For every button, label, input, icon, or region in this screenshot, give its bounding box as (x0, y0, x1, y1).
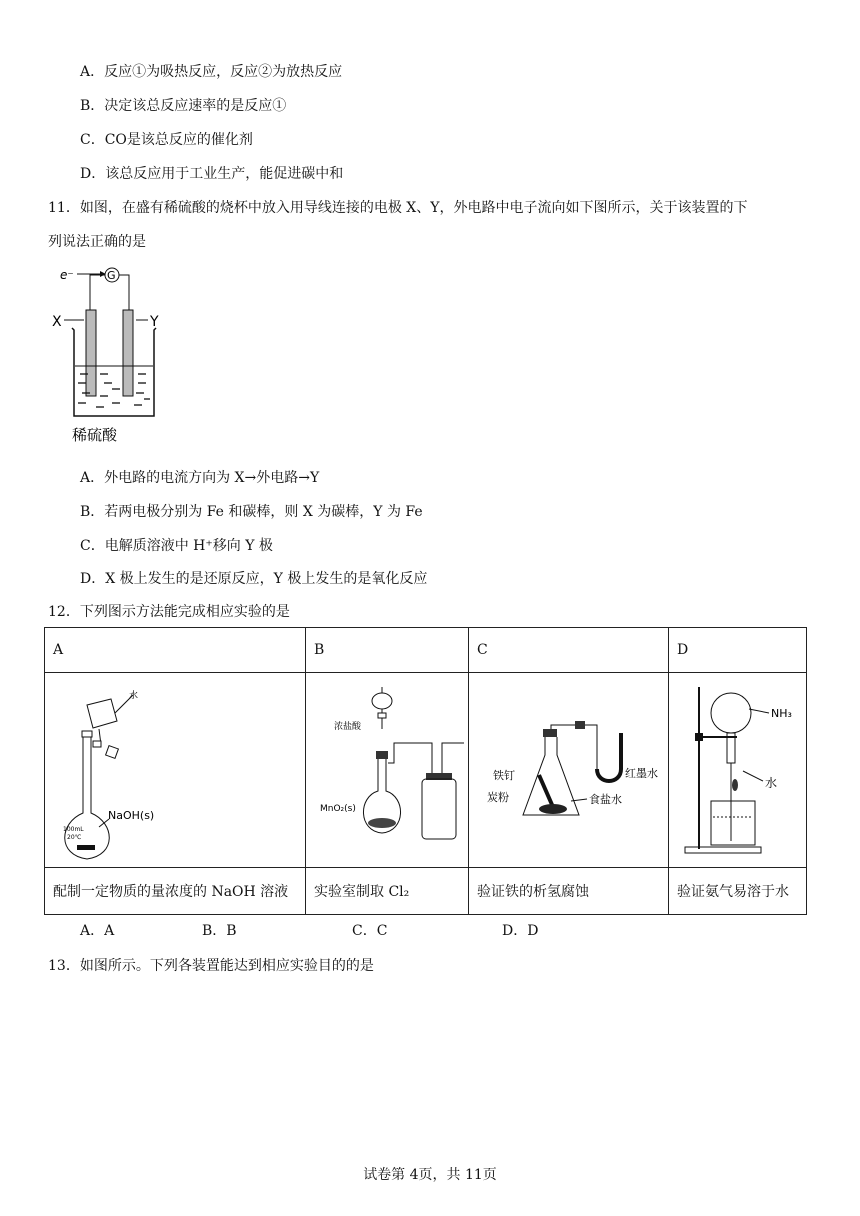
u-tube (597, 733, 621, 781)
ink-label: 红墨水 (625, 767, 658, 780)
q10-option-b: B．决定该总反应速率的是反应① (80, 98, 287, 114)
naoh-label: NaOH(s) (108, 809, 155, 822)
flask-temp: 20℃ (67, 834, 82, 841)
q12-answer-a: A．A (80, 923, 115, 939)
page-footer: 试卷第 4页，共 11页 (363, 1167, 497, 1183)
volumetric-flask-figure (53, 673, 314, 863)
q10-option-a: A．反应①为吸热反应，反应②为放热反应 (80, 64, 343, 80)
nh3-label: NH₃ (771, 707, 792, 720)
electron-label: e⁻ (60, 268, 74, 282)
q12-answer-d: D．D (502, 923, 539, 939)
header-b: B (306, 628, 469, 673)
gas-bottle (422, 779, 456, 839)
ammonia-fountain-figure (677, 673, 815, 863)
header-a: A (45, 628, 306, 673)
acid-label: 浓盐酸 (334, 722, 362, 732)
figure-b-cell (306, 673, 469, 868)
water-label: 水 (765, 776, 778, 790)
header-c: C (469, 628, 669, 673)
q11-option-d: D．X 极上发生的是还原反应，Y 极上发生的是氧化反应 (80, 571, 428, 587)
figure-c-cell (469, 673, 669, 868)
nail-label: 铁钉 (493, 769, 515, 782)
experiment-table (44, 627, 807, 915)
figure-d-cell (669, 673, 807, 868)
figure-a-cell (45, 673, 306, 868)
corrosion-apparatus-figure (477, 673, 677, 863)
q10-option-d: D．该总反应用于工业生产，能促进碳中和 (80, 166, 344, 182)
caption-d: 验证氨气易溶于水 (669, 868, 807, 915)
beaker-tilted (87, 699, 117, 728)
electrode-x-label: X (52, 314, 62, 330)
separatory-funnel (372, 693, 392, 709)
q12-answer-b: B．B (202, 923, 237, 939)
header-d: D (669, 628, 807, 673)
round-flask (711, 693, 751, 733)
mno2-label: MnO₂(s) (320, 804, 356, 814)
caption-b: 实验室制取 Cl₂ (306, 868, 469, 915)
electrode-y-label: Y (150, 314, 159, 330)
q10-option-c: C．CO是该总反应的催化剂 (80, 132, 253, 148)
q11-option-c: C．电解质溶液中 H⁺移向 Y 极 (80, 538, 273, 554)
caption-a: 配制一定物质的量浓度的 NaOH 溶液 (45, 868, 306, 915)
iron-nail (539, 775, 553, 807)
water-label: 水 (129, 691, 139, 701)
q11-stem-line1: 11．如图，在盛有稀硫酸的烧杯中放入用导线连接的电极 X、Y，外电路中电子流向如下图所示，关于该装置的下 (48, 200, 748, 216)
q13-stem: 13．如图所示。下列各装置能达到相应实验目的的是 (48, 958, 374, 974)
q12-answer-c: C．C (352, 923, 388, 939)
salt-label: 食盐水 (589, 793, 622, 806)
caption-c: 验证铁的析氢腐蚀 (469, 868, 669, 915)
flask-volume: 100mL (63, 826, 84, 833)
chlorine-apparatus-figure (314, 673, 477, 863)
q12-stem: 12．下列图示方法能完成相应实验的是 (48, 604, 290, 620)
beaker (711, 801, 755, 845)
electrolyte-label: 稀硫酸 (72, 426, 118, 444)
q11-stem-line2: 列说法正确的是 (48, 234, 146, 250)
q11-option-b: B．若两电极分别为 Fe 和碳棒，则 X 为碳棒，Y 为 Fe (80, 504, 423, 520)
galvanometer-label: G (107, 269, 116, 282)
electrolytic-cell-figure (50, 262, 162, 448)
carbon-label: 炭粉 (487, 791, 509, 804)
electrode-y (123, 310, 133, 396)
q11-option-a: A．外电路的电流方向为 X→外电路→Y (80, 470, 320, 486)
electrode-x (86, 310, 96, 396)
